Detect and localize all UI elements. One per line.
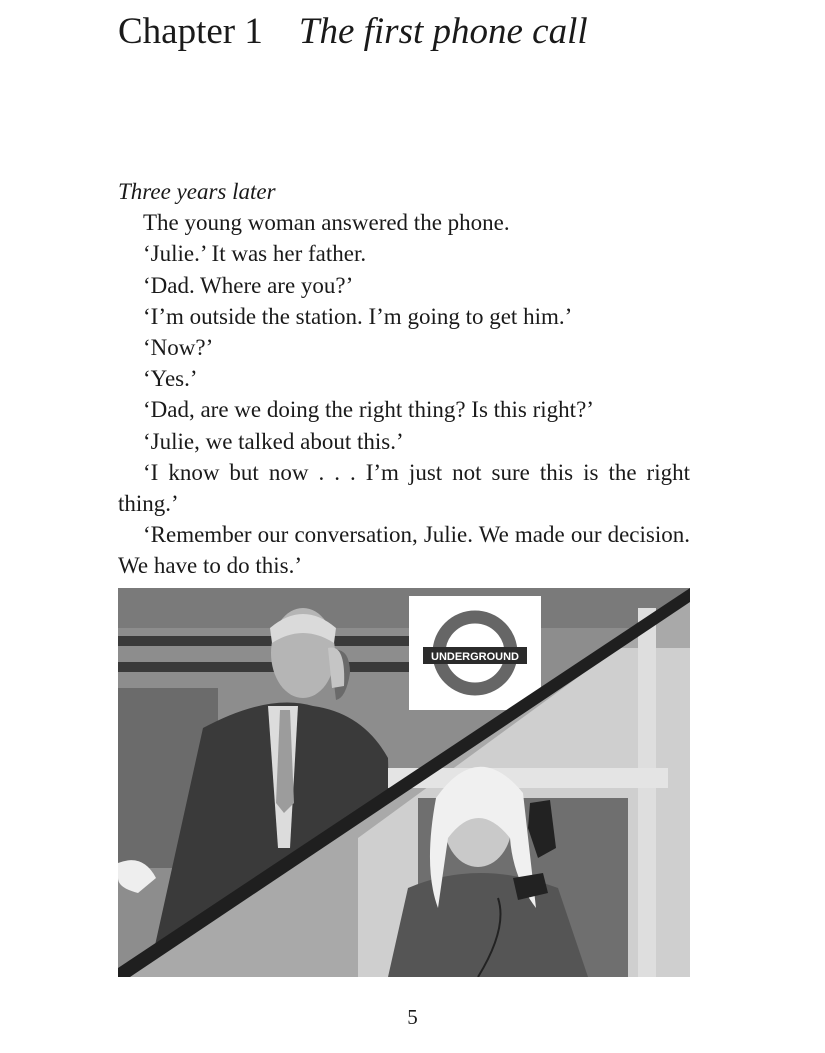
paragraph: ‘Julie, we talked about this.’ bbox=[143, 428, 404, 454]
paragraph: ‘Dad. Where are you?’ bbox=[143, 272, 354, 298]
paragraph: ‘Remember our conversation, Julie. We made our decision. We have to do this.’ bbox=[118, 522, 690, 579]
paragraph: ‘I’m outside the station. I’m going to get him.’ bbox=[143, 303, 573, 329]
paragraph: The young woman answered the phone. bbox=[143, 210, 510, 236]
paragraph: ‘I know but now . . . I’m just not sure this is the right thing.’ bbox=[118, 459, 690, 517]
chapter-heading bbox=[118, 10, 588, 54]
chapter-number: Chapter 1 bbox=[118, 11, 263, 52]
paragraph: ‘Julie.’ It was her father. bbox=[143, 241, 367, 267]
chapter-text bbox=[118, 176, 690, 582]
page-number: 5 bbox=[407, 1005, 418, 1029]
paragraph: ‘Now?’ bbox=[143, 335, 214, 361]
section-label: Three years later bbox=[118, 179, 276, 204]
paragraph: ‘Yes.’ bbox=[143, 366, 198, 392]
illustration-graphic bbox=[118, 588, 690, 977]
underground-sign-text: UNDERGROUND bbox=[431, 651, 519, 663]
underground-sign bbox=[409, 596, 541, 710]
paragraph: ‘Dad, are we doing the right thing? Is this right?’ bbox=[143, 397, 594, 423]
chapter-title: The first phone call bbox=[298, 11, 588, 52]
phone-call-illustration bbox=[118, 588, 690, 977]
